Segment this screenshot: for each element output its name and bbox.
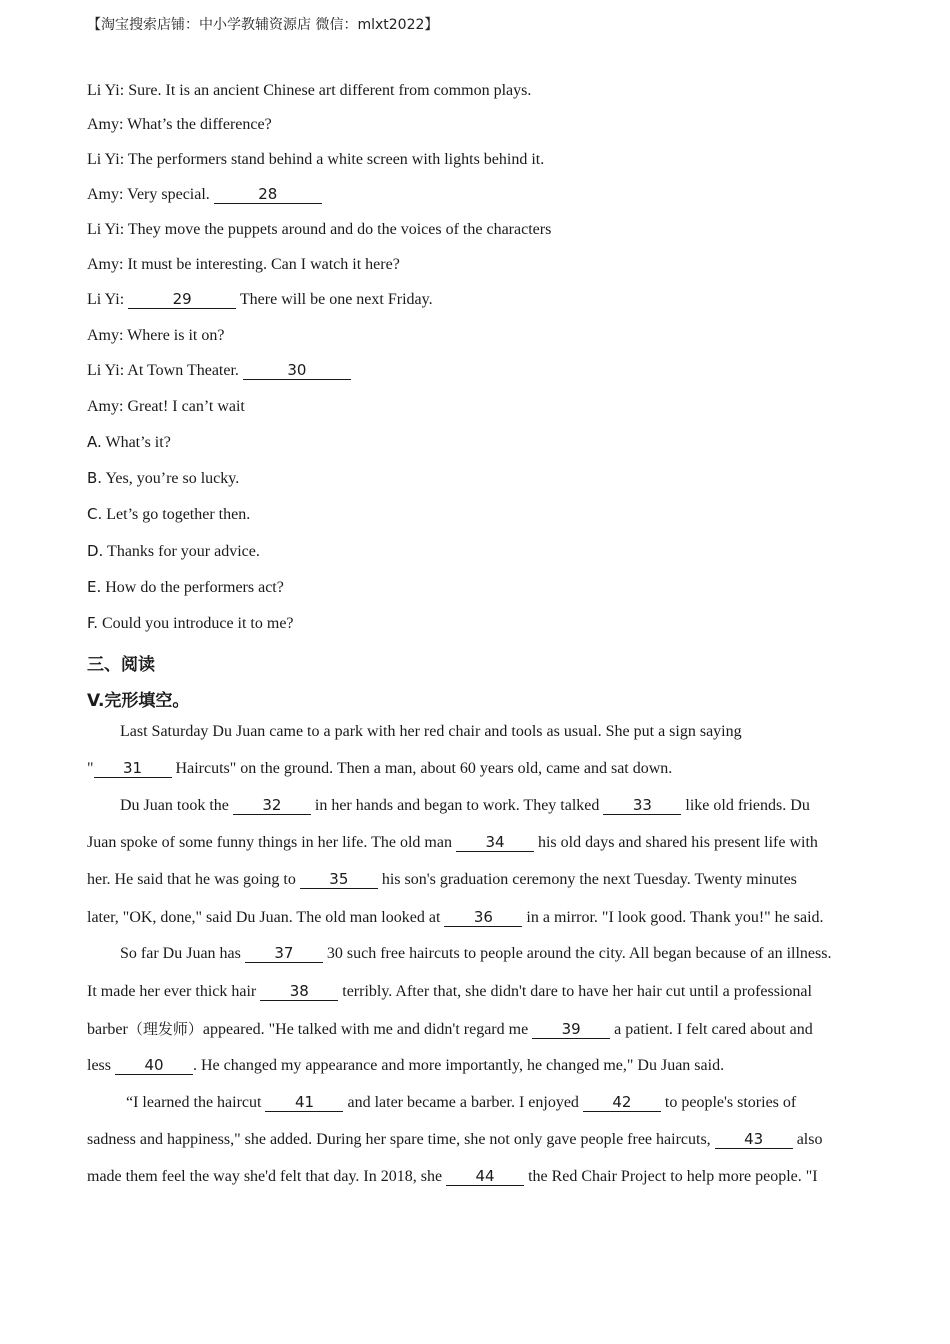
- passage-line: [87, 1056, 724, 1076]
- blank-41[interactable]: 41: [265, 1093, 343, 1112]
- option-text: Let’s go together then.: [102, 506, 251, 523]
- passage-line: [87, 982, 812, 1002]
- passage-line: [120, 796, 810, 816]
- passage-text: ": [87, 760, 94, 777]
- dialogue-text: There will be one next Friday.: [236, 291, 433, 308]
- blank-40[interactable]: 40: [115, 1056, 193, 1075]
- passage-line: [87, 759, 672, 779]
- passage-line: [120, 944, 831, 964]
- blank-31[interactable]: 31: [94, 759, 172, 778]
- passage-line: [126, 1093, 796, 1113]
- passage-text: to people's stories of: [660, 1094, 797, 1111]
- passage-text: his old days and shared his present life with: [533, 834, 818, 851]
- passage-text: made them feel the way she'd felt that day. In 2018, she: [87, 1168, 447, 1185]
- blank-42[interactable]: 42: [583, 1093, 661, 1112]
- option-text: Could you introduce it to me?: [98, 615, 294, 632]
- passage-text: barber: [87, 1021, 128, 1038]
- passage-line: Last Saturday Du Juan came to a park with her red chair and tools as usual. She put a sign saying: [120, 723, 742, 740]
- passage-text: Juan spoke of some funny things in her life. The old man: [87, 834, 456, 851]
- dialogue-line: [87, 290, 433, 310]
- passage-text: It made her ever thick hair: [87, 983, 261, 1000]
- option-letter: F.: [87, 614, 98, 632]
- dialogue-text: Li Yi: At Town Theater.: [87, 362, 243, 379]
- dialogue-line: Amy: It must be interesting. Can I watch it here?: [87, 256, 400, 273]
- passage-text: also: [792, 1131, 823, 1148]
- blank-39[interactable]: 39: [532, 1020, 610, 1039]
- option-letter: C.: [87, 505, 103, 523]
- passage-text: and later became a barber. I enjoyed: [343, 1094, 583, 1111]
- passage-text: like old friends. Du: [681, 797, 810, 814]
- blank-44[interactable]: 44: [446, 1167, 524, 1186]
- option-e: [87, 577, 284, 598]
- blank-43[interactable]: 43: [715, 1130, 793, 1149]
- passage-line: [87, 870, 797, 890]
- passage-text: Haircuts" on the ground. Then a man, about 60 years old, came and sat down.: [171, 760, 673, 777]
- blank-35[interactable]: 35: [300, 870, 378, 889]
- passage-text: （理发师）: [127, 1020, 203, 1038]
- dialogue-line: Li Yi: Sure. It is an ancient Chinese art different from common plays.: [87, 82, 532, 99]
- passage-text: in a mirror. "I look good. Thank you!" he said.: [522, 909, 824, 926]
- option-c: [87, 504, 250, 525]
- blank-38[interactable]: 38: [260, 982, 338, 1001]
- passage-line: [87, 908, 824, 928]
- passage-text: Du Juan took the: [120, 797, 233, 814]
- dialogue-line: Amy: Great! I can’t wait: [87, 398, 245, 415]
- passage-text: the Red Chair Project to help more people. "I: [524, 1168, 818, 1185]
- option-letter: B.: [87, 469, 103, 487]
- blank-36[interactable]: 36: [444, 908, 522, 927]
- dialogue-line: [87, 361, 351, 381]
- section-heading-cloze: V.完形填空。: [87, 691, 190, 711]
- passage-text: her. He said that he was going to: [87, 871, 300, 888]
- option-text: Yes, you’re so lucky.: [102, 470, 240, 487]
- dialogue-line: Li Yi: The performers stand behind a white screen with lights behind it.: [87, 151, 545, 168]
- option-letter: D.: [87, 542, 104, 560]
- option-d: [87, 541, 260, 562]
- blank-30[interactable]: 30: [243, 361, 351, 380]
- passage-text: less: [87, 1057, 115, 1074]
- passage-line: [87, 1019, 813, 1040]
- passage-text: his son's graduation ceremony the next Tuesday. Twenty minutes: [377, 871, 797, 888]
- option-f: [87, 613, 294, 634]
- page-header: 【淘宝搜索店铺：中小学教辅资源店 微信：mlxt2022】: [87, 17, 439, 33]
- passage-text: in her hands and began to work. They talked: [310, 797, 604, 814]
- blank-32[interactable]: 32: [233, 796, 311, 815]
- passage-text: appeared. "He talked with me and didn't regard me: [202, 1021, 533, 1038]
- dialogue-line: Amy: Where is it on?: [87, 327, 225, 344]
- dialogue-text: Li Yi:: [87, 291, 129, 308]
- option-letter: E.: [87, 578, 102, 596]
- passage-text: . He changed my appearance and more importantly, he changed me," Du Juan said.: [193, 1057, 725, 1074]
- passage-text: a patient. I felt cared about and: [610, 1021, 813, 1038]
- passage-text: So far Du Juan has: [120, 945, 245, 962]
- passage-text: 30 such free haircuts to people around the city. All began because of an illness.: [322, 945, 832, 962]
- passage-text: later, "OK, done," said Du Juan. The old man looked at: [87, 909, 445, 926]
- passage-line: [87, 1167, 818, 1187]
- blank-37[interactable]: 37: [245, 944, 323, 963]
- option-text: How do the performers act?: [101, 579, 284, 596]
- blank-29[interactable]: 29: [128, 290, 236, 309]
- dialogue-line: [87, 185, 322, 205]
- dialogue-text: Amy: Very special.: [87, 186, 214, 203]
- blank-28[interactable]: 28: [214, 185, 322, 204]
- passage-text: “I learned the haircut: [126, 1094, 266, 1111]
- blank-33[interactable]: 33: [603, 796, 681, 815]
- blank-34[interactable]: 34: [456, 833, 534, 852]
- passage-line: [87, 1130, 822, 1150]
- passage-text: terribly. After that, she didn't dare to have her hair cut until a professional: [338, 983, 812, 1000]
- option-text: Thanks for your advice.: [103, 543, 260, 560]
- passage-line: [87, 833, 818, 853]
- option-b: [87, 468, 239, 489]
- dialogue-line: Amy: What’s the difference?: [87, 116, 272, 133]
- option-a: [87, 432, 171, 453]
- option-letter: A.: [87, 433, 102, 451]
- option-text: What’s it?: [101, 434, 171, 451]
- dialogue-line: Li Yi: They move the puppets around and do the voices of the characters: [87, 221, 552, 238]
- section-heading-reading: 三、阅读: [87, 655, 155, 675]
- passage-text: sadness and happiness," she added. During her spare time, she not only gave people free haircuts,: [87, 1131, 715, 1148]
